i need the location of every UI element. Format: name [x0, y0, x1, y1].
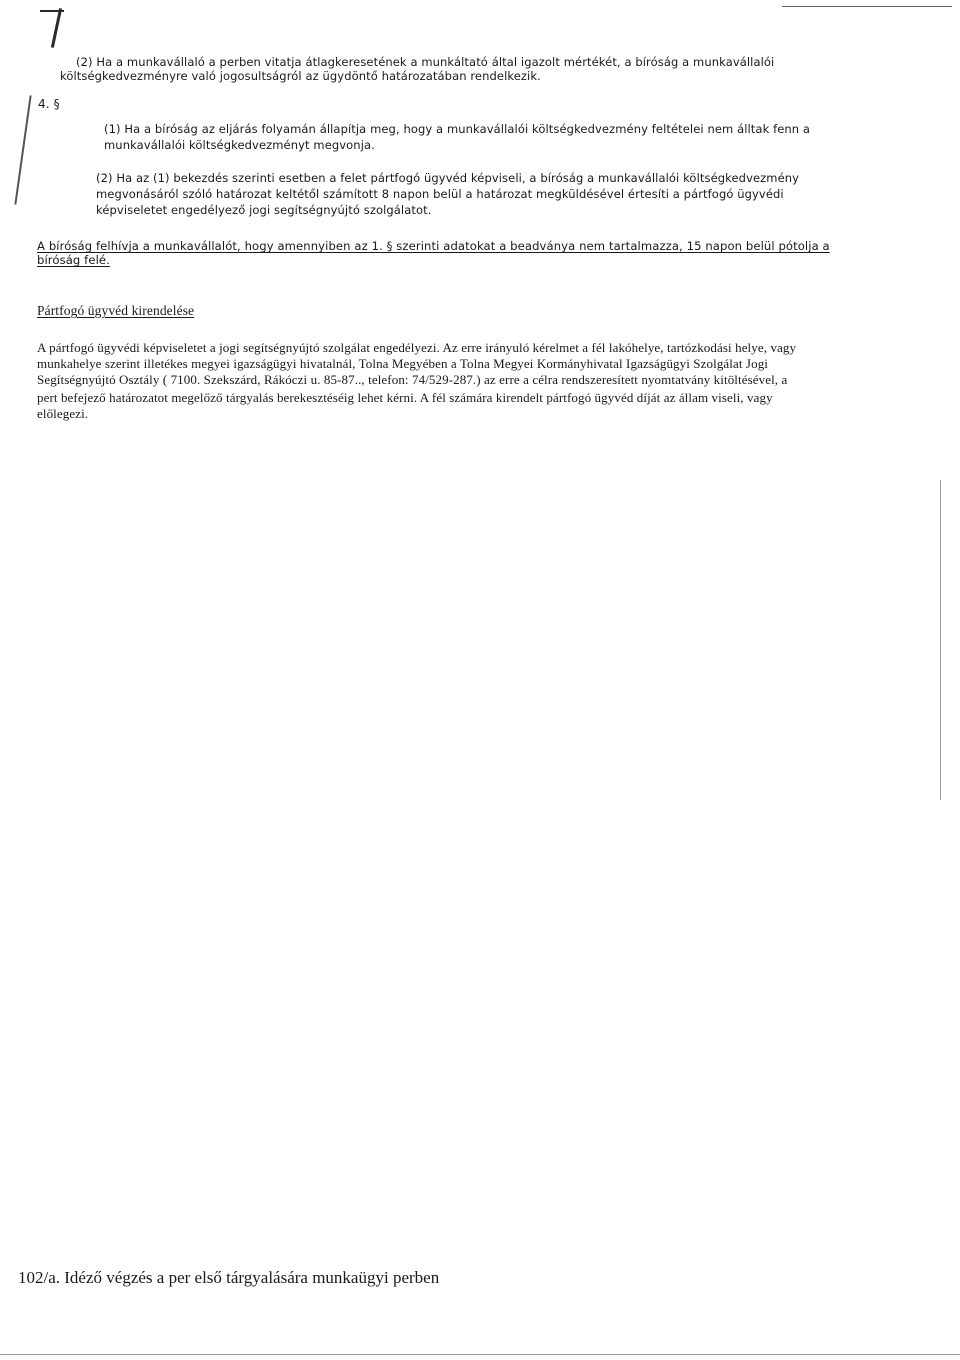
notice-line-1: A bíróság felhívja a munkavállalót, hogy amennyiben az 1. § szerinti adatokat a beadványa nem tartalmazza, 15 napon belül pótolja a — [37, 239, 830, 253]
body-line-2: munkahelye szerint illetékes megyei igazságügyi hivatalnál, Tolna Megyében a Tolna Megyei Kormányhivatal Igazságügyi Szolgálat Jogi — [37, 356, 769, 371]
page-footer: 102/a. Idéző végzés a per első tárgyalására munkaügyi perben — [18, 1268, 440, 1287]
scan-mark-top-left — [51, 8, 62, 48]
section-para1-line-2: munkavállalói költségkedvezményt megvonja. — [104, 138, 375, 152]
top-para-line-1: (2) Ha a munkavállaló a perben vitatja átlagkeresetének a munkáltató által igazolt mértékét, a bíróság a munkavállalói — [76, 55, 775, 69]
body-line-4: pert befejező határozatot megelőző tárgyalás berekesztéséig lehet kérni. A fél számára kirendelt pártfogó ügyvéd díját az állam viseli, vagy — [37, 390, 773, 405]
scan-mark-right-edge — [940, 480, 941, 800]
section-heading: Pártfogó ügyvéd kirendelése — [37, 303, 195, 318]
body-line-1: A pártfogó ügyvédi képviseletet a jogi segítségnyújtó szolgálat engedélyezi. Az erre irányuló kérelmet a fél lakóhelye, tartózkodási helye, vagy — [37, 340, 797, 355]
section-para2-line-2: megvonásáról szóló határozat keltétől számított 8 napon belül a határozat megküldésével értesíti a pártfogó ügyvédi — [96, 187, 784, 201]
notice-line-2: bíróság felé. — [37, 253, 110, 267]
body-line-3: Segítségnyújtó Osztály ( 7100. Szekszárd, Rákóczi u. 85-87.., telefon: 74/529-287.) az erre a célra rendszeresített nyomtatvány kitöltésével, a — [37, 372, 788, 387]
body-line-5: előlegezi. — [37, 406, 89, 421]
top-para-line-2: költségkedvezményre való jogosultságról az ügydöntő határozatában rendelkezik. — [60, 69, 541, 83]
section-para2-line-1: (2) Ha az (1) bekezdés szerinti esetben a felet pártfogó ügyvéd képviseli, a bíróság a munkavállalói költségkedvezmény — [96, 171, 800, 185]
scan-mark-bottom-line — [0, 1354, 960, 1355]
section-para1-line-1: (1) Ha a bíróság az eljárás folyamán állapítja meg, hogy a munkavállalói költségkedvezmény feltételei nem álltak fenn a — [104, 122, 811, 136]
scan-mark-margin-line — [14, 95, 31, 204]
scan-mark-top-bar — [40, 10, 64, 12]
section-para2-line-3: képviseletet engedélyező jogi segítségnyújtó szolgálatot. — [96, 203, 432, 217]
scan-mark-top-right-line — [782, 6, 952, 7]
section-marker: 4. § — [38, 97, 60, 111]
